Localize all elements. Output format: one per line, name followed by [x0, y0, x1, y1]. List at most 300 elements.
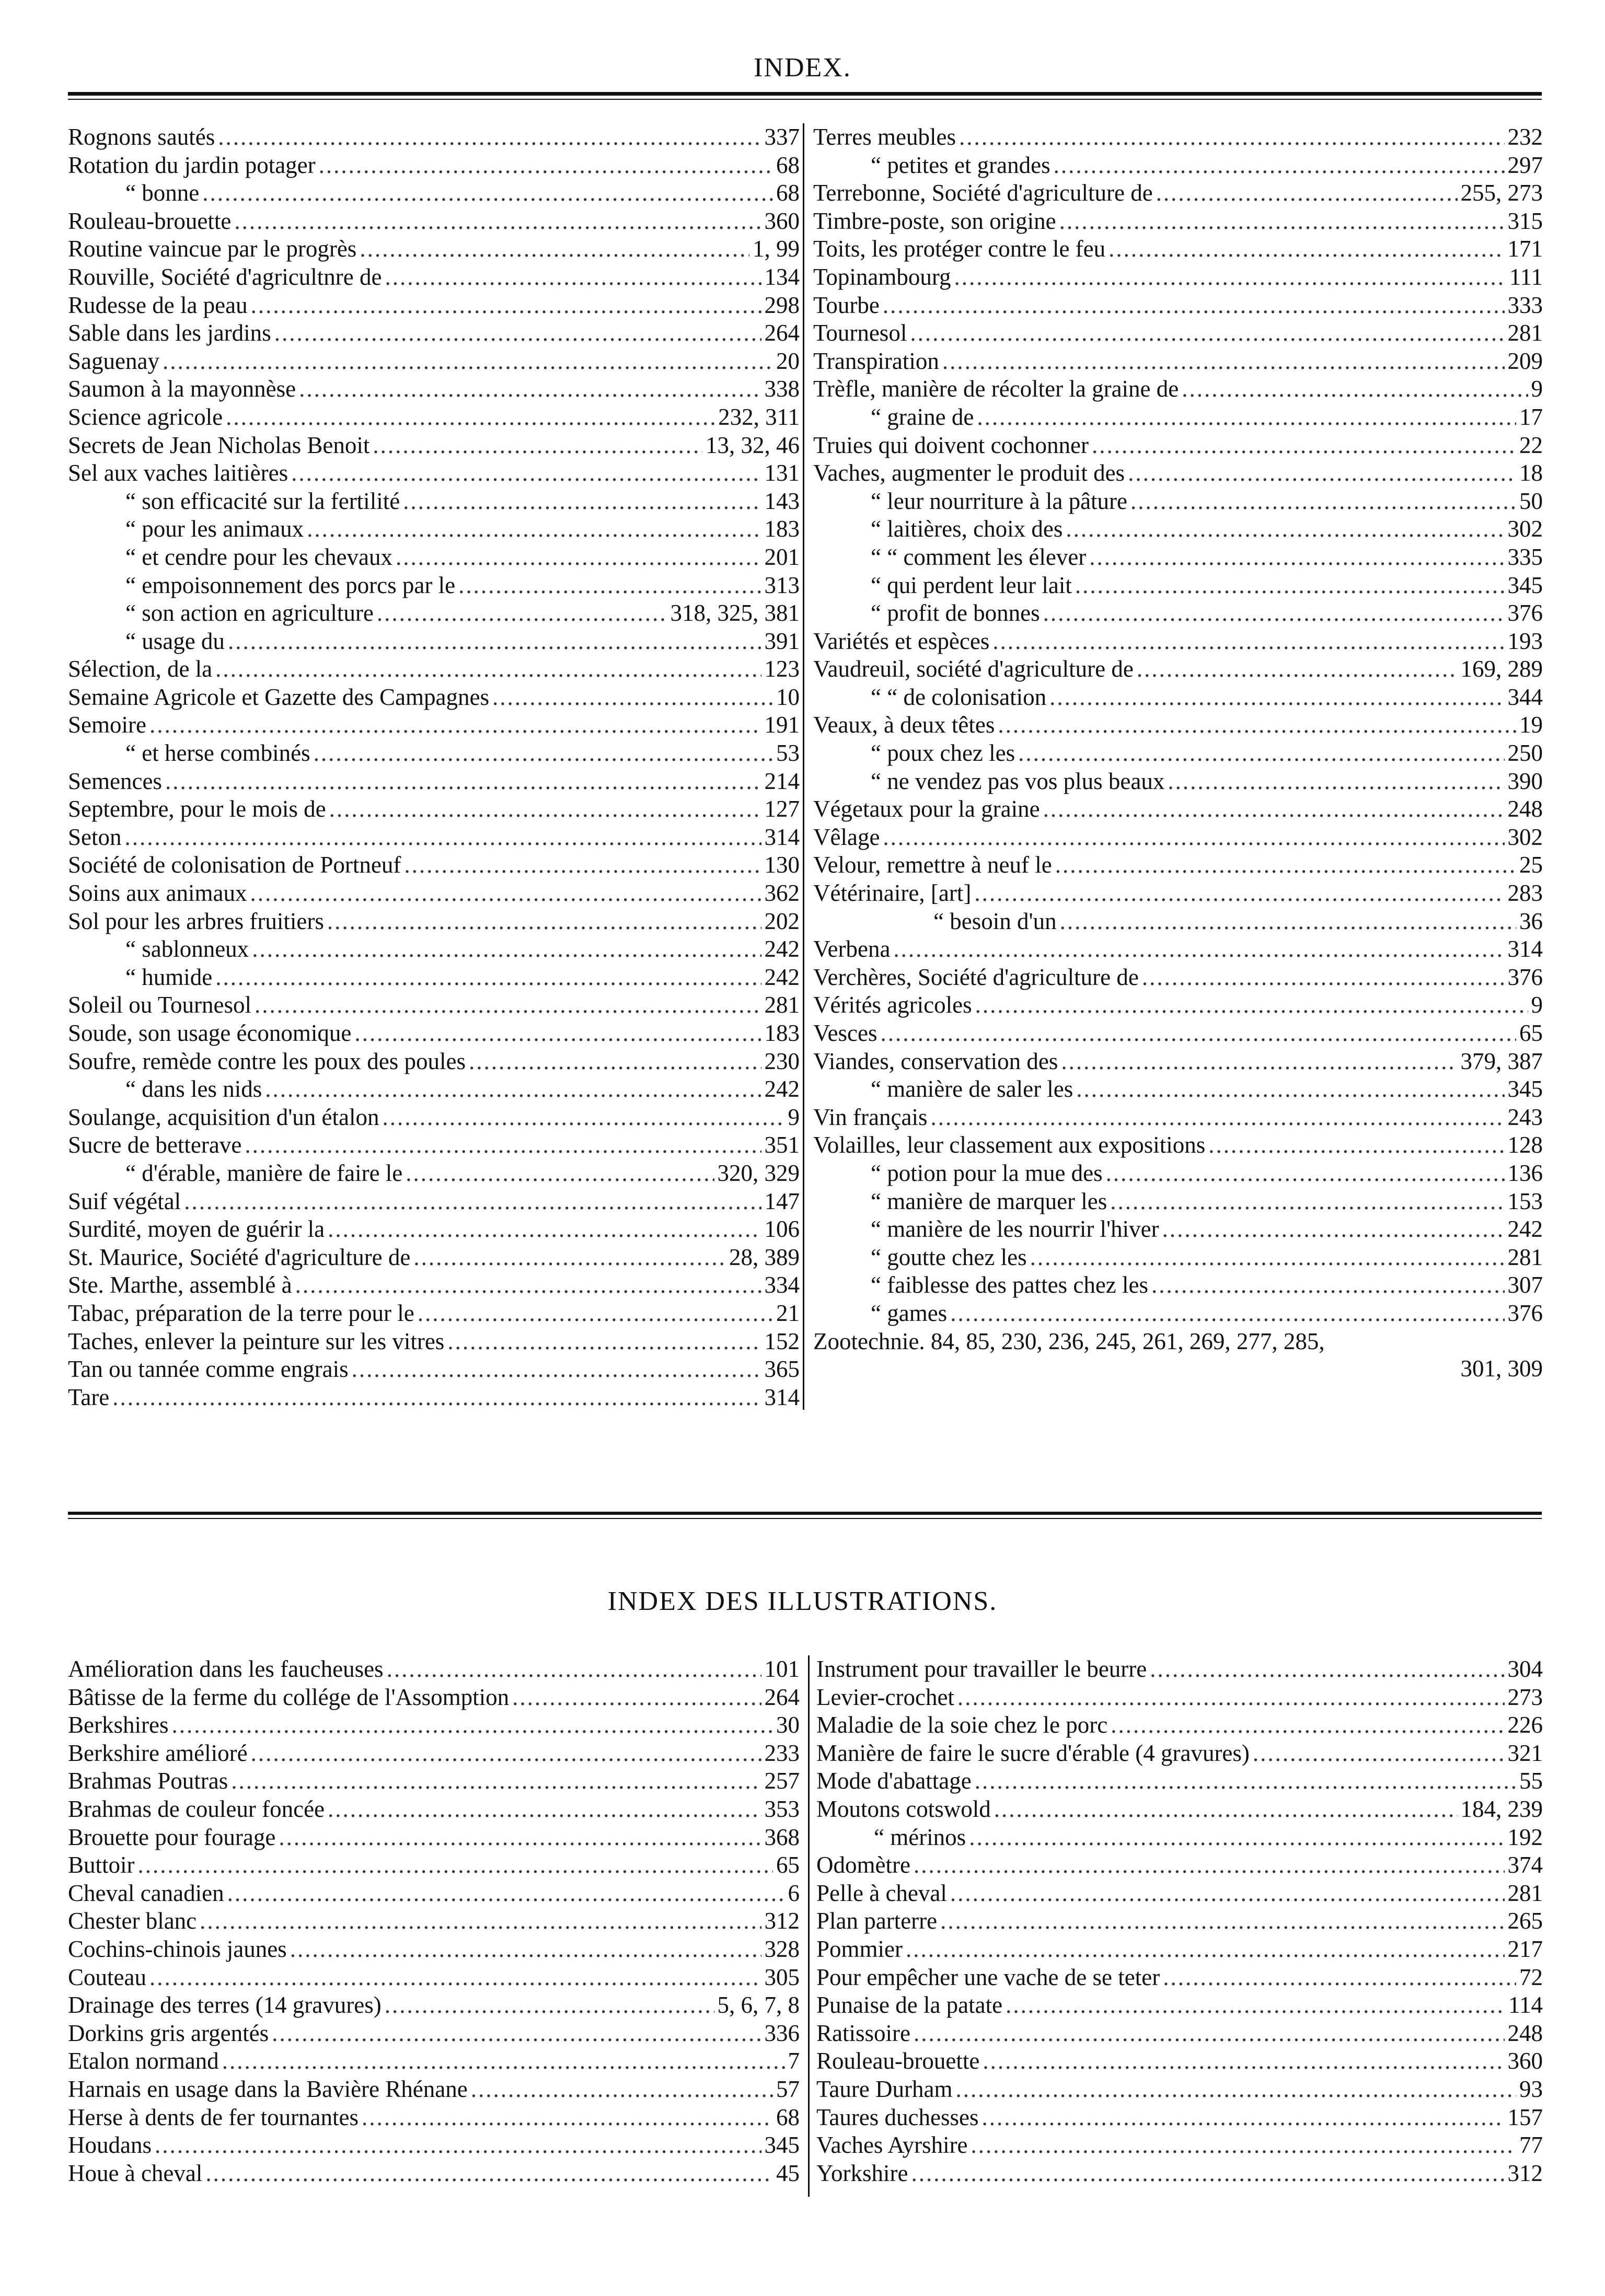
leader-dots [974, 879, 1504, 908]
index-entry [68, 964, 800, 992]
index-entry [68, 572, 800, 600]
entry-text: “ graine de [871, 403, 974, 430]
index-entry [68, 1328, 800, 1356]
entry-label [68, 851, 401, 879]
entry-label [816, 1907, 937, 1935]
page-number: 232 [1507, 124, 1543, 150]
entry-text: Harnais en usage dans la Bavière Rhénane [68, 2075, 468, 2102]
entry-label [68, 432, 370, 460]
entry-label [68, 179, 199, 207]
entry-text: Pelle à cheval [816, 1880, 947, 1906]
entry-label [813, 935, 890, 964]
page-number: 152 [764, 1328, 800, 1354]
leader-dots [406, 1159, 714, 1188]
leader-dots [1089, 543, 1504, 572]
page-number: 50 [1519, 488, 1543, 514]
entry-label [813, 1048, 1058, 1076]
leader-dots [942, 347, 1505, 376]
illustration-entry [816, 1851, 1543, 1880]
entry-text: “ goutte chez les [871, 1244, 1027, 1270]
entry-text: Trèfle, manière de récolter la graine de [813, 376, 1179, 402]
page-number: 265 [1507, 1908, 1543, 1934]
page-number: 22 [1519, 432, 1543, 458]
entry-label [813, 1328, 1325, 1356]
leader-dots [975, 991, 1528, 1019]
entry-text: Tan ou tannée comme engrais [68, 1356, 349, 1383]
leader-dots [956, 2075, 1517, 2104]
entry-text: “ son efficacité sur la fertilité [125, 488, 400, 514]
entry-text: Secrets de Jean Nicholas Benoit [68, 432, 370, 458]
entry-text: Seton [68, 824, 122, 850]
entry-label [813, 1159, 1103, 1188]
page-number: 297 [1507, 152, 1543, 178]
page-number: 5, 6, 7, 8 [717, 1992, 800, 2019]
entry-text: Surdité, moyen de guérir la [68, 1216, 325, 1243]
index-entry [813, 403, 1543, 432]
index-entry [813, 1244, 1543, 1272]
index-entry [813, 572, 1543, 600]
index-entry [813, 375, 1543, 403]
entry-label [813, 1244, 1027, 1272]
index-entry [68, 628, 800, 656]
entry-label [813, 655, 1134, 683]
entry-text: Manière de faire le sucre d'érable (4 gravures) [816, 1740, 1250, 1766]
entry-label [813, 432, 1089, 460]
entry-label [813, 824, 880, 852]
index-entry [68, 263, 800, 292]
entry-text: Brouette pour fourage [68, 1824, 276, 1850]
leader-dots [125, 824, 761, 852]
entry-label [68, 1711, 168, 1740]
index-entry [813, 319, 1543, 347]
entry-text: Levier-crochet [816, 1684, 954, 1710]
page-number: 201 [764, 543, 800, 570]
page-number: 345 [764, 2132, 800, 2159]
page-number: 318, 325, 381 [670, 600, 800, 627]
leader-dots [171, 1711, 773, 1740]
page-number: 169, 289 [1460, 656, 1543, 682]
leader-dots [1043, 795, 1505, 824]
page-number: 255, 273 [1460, 180, 1543, 206]
page-number: 242 [764, 936, 800, 963]
entry-label [68, 1131, 241, 1159]
index-entry [813, 1075, 1543, 1104]
entry-label [813, 1104, 927, 1132]
entry-text: Vétérinaire, [art] [813, 880, 972, 907]
leader-dots [930, 1104, 1504, 1132]
leader-dots [1253, 1740, 1505, 1768]
index-entry [813, 824, 1543, 852]
entry-text: Soulange, acquisition d'un étalon [68, 1104, 379, 1130]
page-number: 13, 32, 46 [706, 432, 800, 458]
leader-dots [215, 964, 761, 992]
index-entry [813, 1159, 1543, 1188]
entry-label [813, 1271, 1148, 1300]
entry-label [68, 459, 288, 488]
page-number: 376 [1507, 964, 1543, 990]
illustrations-right-column [816, 1655, 1543, 2187]
entry-text: Saumon à la mayonnèse [68, 376, 296, 402]
leader-dots [883, 292, 1505, 320]
index-entry [813, 628, 1543, 656]
entry-text: St. Maurice, Société d'agriculture de [68, 1244, 411, 1270]
leader-dots [418, 1300, 773, 1328]
page-number: 302 [1507, 824, 1543, 850]
leader-dots [1092, 432, 1516, 460]
index-entry [813, 964, 1543, 992]
entry-text: Maladie de la soie chez le porc [816, 1712, 1108, 1738]
entry-label [68, 375, 296, 403]
leader-dots [971, 2131, 1516, 2160]
index-entry [813, 515, 1543, 543]
entry-text: Rotation du jardin potager [68, 152, 316, 178]
entry-label [68, 991, 251, 1019]
page-number: 283 [1507, 880, 1543, 907]
page-number: 127 [764, 796, 800, 822]
entry-text: Tourbe [813, 292, 880, 318]
leader-dots [1162, 1215, 1505, 1244]
entry-label [68, 964, 212, 992]
entry-label [68, 1795, 325, 1824]
entry-text: Variétés et espèces [813, 628, 990, 654]
leader-dots [385, 1991, 714, 2020]
entry-label [68, 1215, 325, 1244]
index-entry [68, 599, 800, 628]
entry-label [68, 347, 159, 376]
entry-text: “ humide [125, 964, 213, 990]
page-number: 72 [1519, 1964, 1543, 1990]
page-title: INDEX. [754, 53, 851, 83]
entry-label [813, 1075, 1073, 1104]
leader-dots [1137, 655, 1458, 683]
entry-text: “ mérinos [874, 1824, 966, 1850]
entry-text: “ poux chez les [871, 740, 1015, 767]
entry-label [68, 1767, 228, 1795]
page-number: 19 [1519, 712, 1543, 738]
page-number: 336 [764, 2020, 800, 2046]
entry-label [813, 1215, 1159, 1244]
leader-dots [373, 432, 702, 460]
entry-text: Rouville, Société d'agricultnre de [68, 263, 382, 290]
illustration-entry [68, 1711, 800, 1740]
entry-text: Semences [68, 768, 162, 794]
entry-text: Taures duchesses [816, 2104, 979, 2130]
entry-text: “ profit de bonnes [871, 600, 1040, 627]
leader-dots [184, 1188, 761, 1216]
page-number: 68 [776, 152, 800, 178]
leader-dots [387, 1655, 761, 1684]
entry-text: Verbena [813, 936, 891, 963]
index-entry [813, 851, 1543, 879]
leader-dots [165, 768, 761, 796]
illustration-entry [816, 2131, 1543, 2160]
leader-dots [112, 1384, 761, 1412]
page-number: 390 [1507, 768, 1543, 794]
entry-text: Rudesse de la peau [68, 292, 248, 318]
page-number: 264 [764, 320, 800, 346]
index-entry [68, 123, 800, 152]
leader-dots [255, 991, 761, 1019]
leader-dots [354, 1019, 761, 1048]
entry-label [68, 1159, 402, 1188]
leader-dots [969, 1824, 1504, 1852]
entry-text: “ manière de marquer les [871, 1188, 1107, 1214]
entry-text: “ qui perdent leur lait [871, 572, 1072, 598]
page-number: 242 [764, 964, 800, 990]
illustration-entry [68, 1907, 800, 1935]
leader-dots [1128, 459, 1516, 488]
entry-label [816, 1880, 947, 1908]
page-number: 9 [1531, 992, 1543, 1018]
illustration-entry [68, 1655, 800, 1684]
leader-dots [1130, 488, 1516, 516]
entry-text: Terres meubles [813, 124, 956, 150]
entry-label [816, 1655, 1147, 1684]
leader-dots [1150, 1655, 1504, 1684]
index-entry [813, 935, 1543, 964]
index-entry [68, 459, 800, 488]
entry-text: Dorkins gris argentés [68, 2020, 269, 2046]
index-right-column [813, 123, 1543, 1355]
entry-label [813, 543, 1086, 572]
entry-text: Yorkshire [816, 2160, 908, 2186]
index-entry [68, 824, 800, 852]
leader-dots [385, 263, 761, 292]
index-entry [813, 655, 1543, 683]
leader-dots [227, 1880, 785, 1908]
page-number: 20 [776, 347, 800, 374]
entry-text: “ potion pour la mue des [871, 1159, 1103, 1186]
entry-text: Semoire [68, 712, 146, 738]
entry-label [68, 1048, 466, 1076]
entry-label [816, 1795, 991, 1824]
index-entry [68, 319, 800, 347]
illustration-entry [68, 1851, 800, 1880]
illustration-entry [68, 2047, 800, 2075]
entry-label [813, 179, 1153, 207]
page-number: 6 [788, 1880, 800, 1906]
leader-dots [1208, 1131, 1504, 1159]
page-number: 17 [1519, 403, 1543, 430]
page-number: 315 [1507, 207, 1543, 234]
entry-text: Houdans [68, 2132, 152, 2159]
entry-text: “ dans les nids [125, 1076, 262, 1103]
leader-dots [155, 2131, 761, 2160]
leader-dots [1168, 768, 1504, 796]
page-number: 18 [1519, 460, 1543, 486]
leader-dots [1030, 1244, 1505, 1272]
entry-text: Volailles, leur classement aux expositions [813, 1132, 1206, 1158]
entry-label [816, 1851, 910, 1880]
leader-dots [954, 263, 1506, 292]
leader-dots [1054, 152, 1505, 180]
entry-text: Tare [68, 1384, 110, 1410]
page-number: 191 [764, 712, 800, 738]
page-number: 353 [764, 1795, 800, 1822]
entry-text: Viandes, conservation des [813, 1048, 1058, 1074]
index-entry [813, 908, 1543, 936]
page-number: 45 [776, 2160, 800, 2186]
entry-text: “ “ de colonisation [871, 683, 1047, 710]
entry-text: Taches, enlever la peinture sur les vitres [68, 1328, 445, 1354]
entry-label [68, 515, 304, 543]
page-number: 183 [764, 516, 800, 542]
page-number: 391 [764, 628, 800, 654]
page-number: 157 [1507, 2104, 1543, 2130]
entry-label [816, 1935, 903, 1964]
entry-text: “ besoin d'un [933, 908, 1057, 934]
entry-label [68, 628, 225, 656]
page-number: 338 [764, 376, 800, 402]
index-entry [813, 795, 1543, 824]
entry-text: Etalon normand [68, 2048, 219, 2074]
entry-label [68, 1244, 410, 1272]
page-number: 232, 311 [718, 403, 800, 430]
leader-dots [295, 1271, 761, 1300]
page-number: 77 [1519, 2132, 1543, 2159]
page-number: 106 [764, 1216, 800, 1243]
entry-text: Sucre de betterave [68, 1132, 242, 1158]
index-entry [813, 263, 1543, 292]
index-entry [68, 292, 800, 320]
entry-label [68, 1907, 197, 1935]
illustrations-column-divider [808, 1655, 810, 2197]
entry-label [813, 1131, 1205, 1159]
entry-text: Berkshires [68, 1712, 169, 1738]
leader-dots [977, 403, 1516, 432]
illustration-entry [816, 1767, 1543, 1795]
index-entry [68, 1271, 800, 1300]
index-entry [68, 851, 800, 879]
illustration-entry [816, 1935, 1543, 1964]
leader-dots [215, 655, 761, 683]
leader-dots [149, 711, 761, 739]
page-number: 226 [1507, 1712, 1543, 1738]
entry-label [813, 1188, 1107, 1216]
index-entry [813, 768, 1543, 796]
entry-label [813, 711, 995, 739]
entry-label [816, 1964, 1160, 1992]
illustration-entry [68, 1935, 800, 1964]
leader-dots [299, 375, 761, 403]
leader-dots [1156, 179, 1458, 207]
illustration-entry [68, 1824, 800, 1852]
index-entry [68, 375, 800, 403]
index-entry [68, 655, 800, 683]
entry-text: Vérités agricoles [813, 992, 972, 1018]
page-number: 114 [1508, 1992, 1543, 2019]
leader-dots [1182, 375, 1528, 403]
entry-text: Herse à dents de fer tournantes [68, 2104, 359, 2130]
leader-dots [1110, 1188, 1504, 1216]
entry-text: Odomètre [816, 1852, 910, 1878]
entry-text: Houe à cheval [68, 2160, 203, 2186]
illustration-entry [68, 1740, 800, 1768]
leader-dots [360, 235, 749, 263]
entry-label [813, 1300, 947, 1328]
page-number: 345 [1507, 572, 1543, 598]
entry-text: Brahmas de couleur foncée [68, 1795, 325, 1822]
index-entry [813, 991, 1543, 1019]
entry-text: Transpiration [813, 347, 939, 374]
separator-rule-thin [68, 1518, 1542, 1519]
page-number: 193 [1507, 628, 1543, 654]
page-number: 217 [1507, 1935, 1543, 1962]
leader-dots [471, 2075, 773, 2104]
leader-dots [245, 1131, 761, 1159]
entry-text: Semaine Agricole et Gazette des Campagnes [68, 683, 489, 710]
leader-dots [893, 935, 1504, 964]
leader-dots [880, 1019, 1516, 1048]
page-number: 53 [776, 740, 800, 767]
page-number: 314 [1507, 936, 1543, 963]
index-entry [813, 179, 1543, 207]
entry-text: Soufre, remède contre les poux des poules [68, 1048, 466, 1074]
entry-text: Sol pour les arbres fruitiers [68, 908, 324, 934]
page-number: 298 [764, 292, 800, 318]
entry-label [816, 1740, 1250, 1768]
illustration-entry [816, 2020, 1543, 2048]
entry-label [816, 1684, 954, 1712]
entry-label [813, 908, 1057, 936]
leader-dots [1109, 235, 1504, 263]
illustration-entry [68, 1991, 800, 2020]
leader-dots [138, 1851, 773, 1880]
entry-label [813, 991, 972, 1019]
entry-label [68, 2047, 219, 2075]
entry-text: Sel aux vaches laitières [68, 460, 288, 486]
entry-label [68, 795, 326, 824]
entry-label [68, 2104, 359, 2132]
entry-label [68, 1851, 135, 1880]
leader-dots [291, 459, 761, 488]
illustration-entry [68, 1795, 800, 1824]
entry-text: Veaux, à deux têtes [813, 712, 995, 738]
leader-dots [458, 572, 761, 600]
index-entry [813, 543, 1543, 572]
page-number: 281 [1507, 1244, 1543, 1270]
leader-dots [290, 1935, 761, 1964]
entry-label [68, 292, 248, 320]
illustration-entry [68, 2020, 800, 2048]
entry-label [68, 123, 215, 152]
index-entry [68, 879, 800, 908]
entry-label [68, 908, 324, 936]
index-entry [813, 1131, 1543, 1159]
page-number: 101 [764, 1656, 800, 1682]
entry-text: Timbre-poste, son origine [813, 207, 1056, 234]
entry-text: Ratissoire [816, 2020, 910, 2046]
index-entry [68, 1384, 800, 1412]
entry-text: Brahmas Poutras [68, 1768, 228, 1794]
entry-label [68, 1188, 181, 1216]
index-entry [813, 347, 1543, 376]
leader-dots [950, 1880, 1505, 1908]
leader-dots [1111, 1711, 1504, 1740]
column-divider [803, 123, 804, 1410]
entry-label [68, 1300, 414, 1328]
index-entry [68, 235, 800, 263]
entry-text: “ sablonneux [125, 936, 249, 963]
entry-text: “ et herse combinés [125, 740, 310, 767]
entry-label [68, 935, 249, 964]
page-number: 312 [764, 1908, 800, 1934]
entry-label [68, 655, 212, 683]
index-entry [68, 1131, 800, 1159]
illustration-entry [68, 1964, 800, 1992]
index-entry [813, 123, 1543, 152]
leader-dots [1049, 683, 1504, 712]
